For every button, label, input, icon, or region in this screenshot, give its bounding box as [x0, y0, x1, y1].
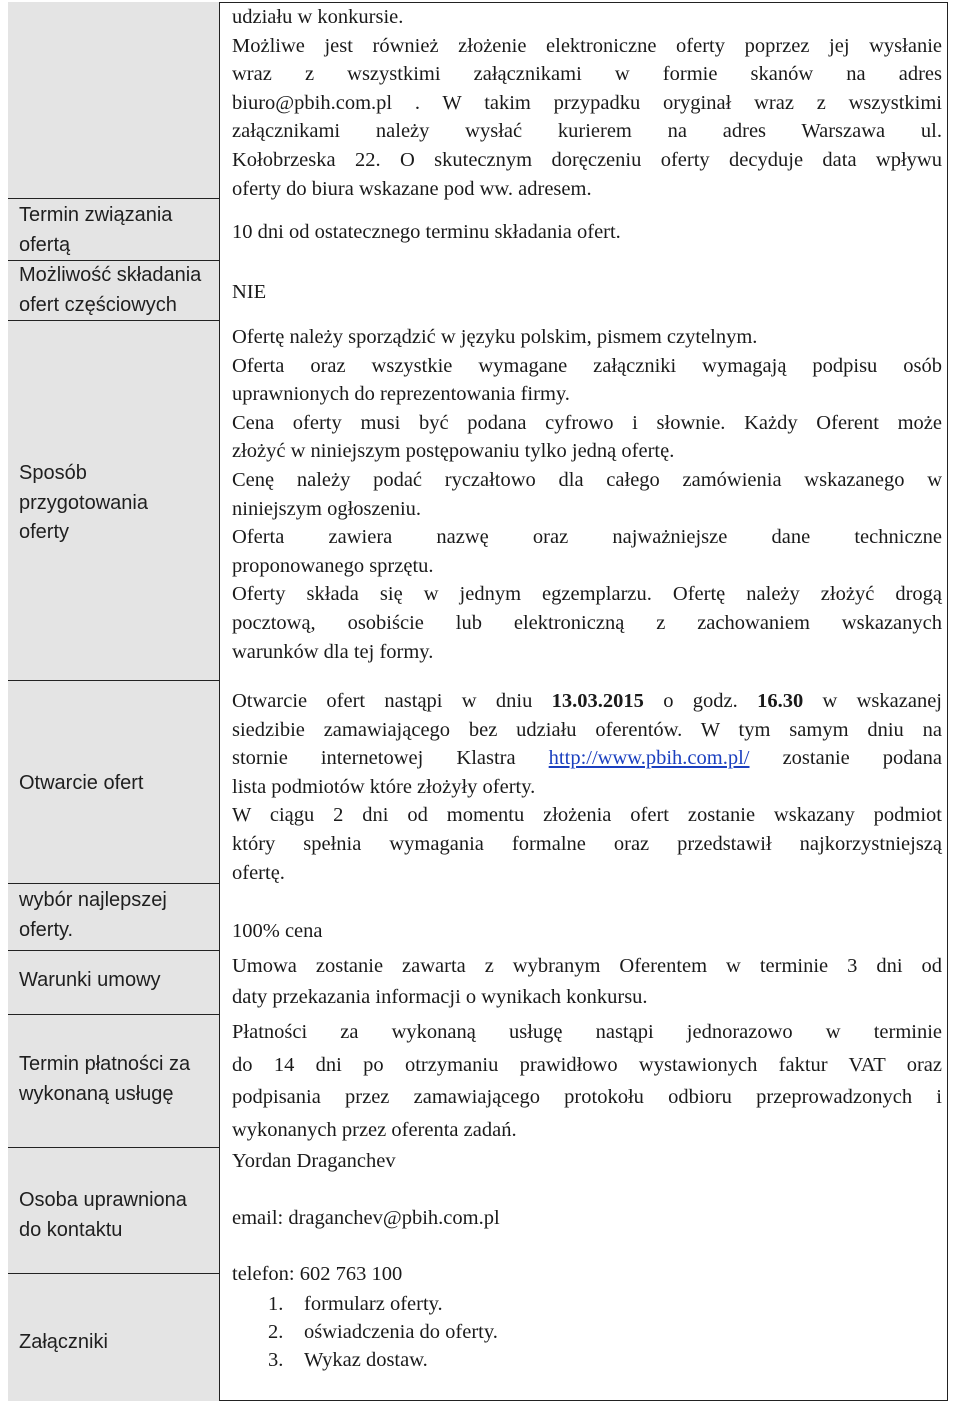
- row-divider: [8, 680, 220, 681]
- list-item: 2. oświadczenia do oferty.: [268, 1321, 498, 1343]
- list-item: 1. formularz oferty.: [268, 1293, 443, 1315]
- submission-text: udziału w konkursie. Możliwe jest również złożenie elektroniczne oferty poprzez jej wysłanie wraz z wszystkimi załącznikami w formie skanów na adres biuro@pbih.com.pl . W takim przypadku oryginał wraz z wszystkimi załącznikami należy wysłać kurierem na adres Warszawa ul. Kołobrzeska 22. O skutecznym doręczeniu oferty decyduje data wpływu oferty do biura wskazane pod ww. adresem.: [232, 6, 942, 200]
- label-oferty-czesciowe: Możliwość składania ofert częściowych: [19, 264, 202, 316]
- label-wybor-oferty: wybór najlepszej oferty.: [19, 889, 167, 941]
- website-link[interactable]: http://www.pbih.com.pl/: [548, 747, 750, 770]
- kryterium-value: 100% cena: [232, 920, 323, 942]
- label-otwarcie-ofert: Otwarcie ofert: [19, 772, 144, 794]
- opening-time: 16.30: [757, 690, 804, 712]
- attachments-list: [268, 1290, 498, 1374]
- oferty-czesciowe-value: NIE: [232, 281, 267, 303]
- row-divider: [8, 198, 220, 199]
- sposob-przygotowania-text: Ofertę należy sporządzić w języku polskim, pismem czytelnym. Oferta oraz wszystkie wymagane załączniki wymagają podpisu osób uprawnionych do reprezentowania firmy. Cena oferty musi być podana cyfrowo i słownie. Każdy Oferent może złożyć w niniejszym postępowaniu tylko jedną ofertę. Cenę należy podać ryczałtowo dla całego zamówienia wskazanego w niniejszym ogłoszeniu. Oferta zawiera nazwę oraz najważniejsze dane techniczne proponowanego sprzętu. Oferty składa się w jednym egzemplarzu. Ofertę należy złożyć drogą pocztową, osobiście lub elektroniczną z zachowaniem wskazanych warunków dla tej formy.: [232, 326, 942, 663]
- contact-email: email: draganchev@pbih.com.pl: [232, 1207, 500, 1229]
- contact-phone: telefon: 602 763 100: [232, 1263, 403, 1285]
- label-zalaczniki: Załączniki: [19, 1331, 108, 1353]
- label-sposob-przygotowania: Sposób przygotowania oferty: [19, 462, 148, 543]
- warunki-umowy-text: Umowa zostanie zawarta z wybranym Oferentem w terminie 3 dni od daty przekazania informacji o wynikach konkursu.: [232, 955, 942, 1008]
- label-osoba-kontakt: Osoba uprawniona do kontaktu: [19, 1189, 187, 1241]
- otwarcie-ofert-text: Otwarcie ofert nastąpi w dniu 13.03.2015 o godz. 16.30 w wskazanej siedzibie zamawiającego bez udziału oferentów. W tym samym dniu na stornie internetowej Klastra http://www.pbih.com.pl/ zostanie podana lista podmiotów które złożyły oferty. W ciągu 2 dni od momentu złożenia ofert zostanie wskazany podmiot który spełnia wymagania formalne oraz przedstawił najkorzystniejszą ofertę.: [232, 690, 943, 884]
- row-divider: [8, 1014, 220, 1015]
- row-divider: [8, 320, 220, 321]
- label-termin-platnosci: Termin płatności za wykonaną usługę: [19, 1053, 191, 1105]
- termin-platnosci-text: Płatności za wykonaną usługę nastąpi jednorazowo w terminie do 14 dni po otrzymaniu prawidłowo wystawionych faktur VAT oraz podpisania przez zamawiającego protokołu odbioru przeprowadzonych i wykonanych przez oferenta zadań.: [232, 1021, 942, 1141]
- label-warunki-umowy: Warunki umowy: [19, 969, 161, 991]
- row-divider: [8, 1147, 220, 1148]
- row-divider: [8, 950, 220, 951]
- row-divider: [8, 1273, 220, 1274]
- termin-zwiazania-value: 10 dni od ostatecznego terminu składania ofert.: [232, 221, 621, 243]
- contact-name: Yordan Draganchev: [232, 1150, 396, 1172]
- list-item: 3. Wykaz dostaw.: [268, 1349, 428, 1371]
- opening-date: 13.03.2015: [551, 690, 644, 712]
- row-divider: [8, 883, 220, 884]
- label-termin-zwiazania: Termin związania ofertą: [19, 204, 173, 256]
